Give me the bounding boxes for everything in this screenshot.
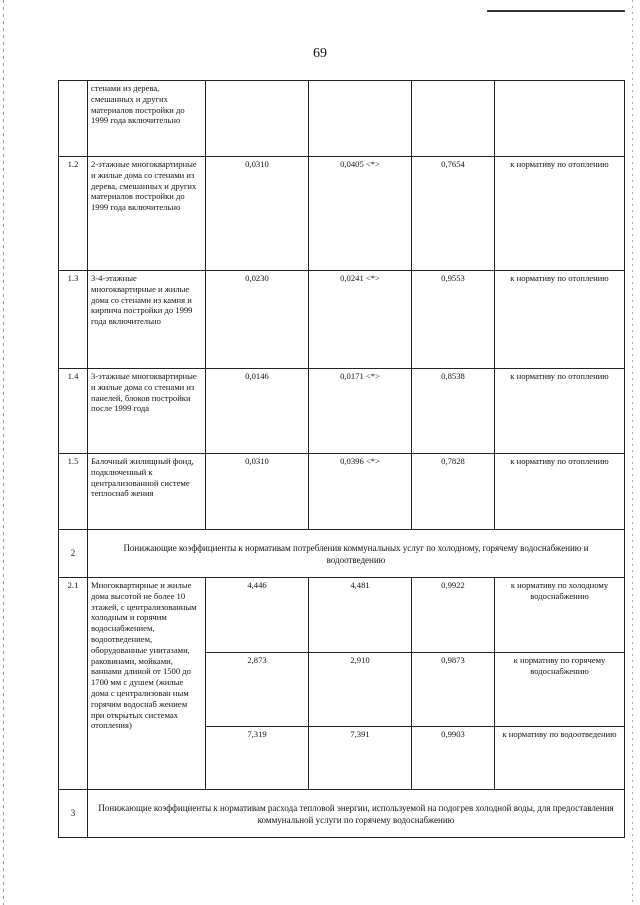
row-number xyxy=(59,81,88,157)
note-cell: к нормативу по отоплению xyxy=(495,157,625,271)
value-cell: 0,0241 <*> xyxy=(309,271,412,369)
table-row xyxy=(59,157,625,271)
section-row xyxy=(59,530,625,578)
section-number: 2 xyxy=(59,530,88,578)
top-rule xyxy=(487,10,625,12)
value-cell: 2,910 xyxy=(309,653,412,727)
value-cell: 0,7654 xyxy=(412,157,495,271)
row-number: 1.4 xyxy=(59,369,88,454)
row-description: 3-этажные многоквартирные и жилые дома со стенами из панелей, блоков постройки после 1999 года xyxy=(88,369,206,454)
value-cell: 0,0310 xyxy=(206,454,309,530)
value-cell: 7,319 xyxy=(206,727,309,790)
note-cell: к нормативу по отоплению xyxy=(495,271,625,369)
value-cell: 0,8538 xyxy=(412,369,495,454)
value-cell: 2,873 xyxy=(206,653,309,727)
scan-edge-right xyxy=(632,0,633,905)
value-cell: 0,9873 xyxy=(412,653,495,727)
note-cell: к нормативу по отоплению xyxy=(495,454,625,530)
page-number: 69 xyxy=(313,46,327,61)
value-cell: 0,0171 <*> xyxy=(309,369,412,454)
section-row xyxy=(59,790,625,838)
row-description: стенами из дерева, смешанных и других материалов постройки до 1999 года включительно xyxy=(88,81,206,157)
value-cell: 4,481 xyxy=(309,578,412,653)
table-row xyxy=(59,578,625,653)
row-number: 1.3 xyxy=(59,271,88,369)
section-title: Понижающие коэффициенты к нормативам потребления коммунальных услуг по холодному, горячему водоснабжению и водоотведению xyxy=(88,530,625,578)
value-cell: 0,0396 <*> xyxy=(309,454,412,530)
value-cell: 0,7828 xyxy=(412,454,495,530)
coefficients-table xyxy=(58,80,625,838)
row-number: 1.5 xyxy=(59,454,88,530)
row-number: 1.2 xyxy=(59,157,88,271)
note-cell: к нормативу по холодному водоснабжению xyxy=(495,578,625,653)
value-cell: 0,0310 xyxy=(206,157,309,271)
value-cell: 0,9553 xyxy=(412,271,495,369)
value-cell: 0,0230 xyxy=(206,271,309,369)
row-description: 3-4-этажные многоквартирные и жилые дома со стенами из камня и кирпича постройки до 1999 года включительно xyxy=(88,271,206,369)
row-description: Балочный жилищный фонд, подключенный к централизованной системе теплоснаб жения xyxy=(88,454,206,530)
section-title: Понижающие коэффициенты к нормативам расхода тепловой энергии, используемой на подогрев холодной воды, для предоставления коммунальной услуги по горячему водоснабжению xyxy=(88,790,625,838)
scan-edge-left xyxy=(3,0,4,905)
value-cell: 7,391 xyxy=(309,727,412,790)
section-number: 3 xyxy=(59,790,88,838)
note-cell: к нормативу по водоотведению xyxy=(495,727,625,790)
table-row xyxy=(59,81,625,157)
table-row xyxy=(59,454,625,530)
row-description: 2-этажные многоквартирные и жилые дома со стенами из дерева, смешанных и других материалов постройки до 1999 года включительно xyxy=(88,157,206,271)
table-row xyxy=(59,369,625,454)
value-cell: 4,446 xyxy=(206,578,309,653)
table-row xyxy=(59,271,625,369)
row-number: 2.1 xyxy=(59,578,88,790)
row-description: Многоквартирные и жилые дома высотой не более 10 этажей, с централизованным холодным и горячим водоснабжением, водоотведением, оборудованные унитазами, раковинами, мойками, ваннами длиной от 1500 до 1700 мм с душем (жилые дома с централизован ным горячим водоснаб жением при открытых системах отопления) xyxy=(88,578,206,790)
value-cell: 0,0146 xyxy=(206,369,309,454)
value-cell: 0,0405 <*> xyxy=(309,157,412,271)
note-cell: к нормативу по горячему водоснабжению xyxy=(495,653,625,727)
value-cell: 0,9903 xyxy=(412,727,495,790)
note-cell: к нормативу по отоплению xyxy=(495,369,625,454)
value-cell: 0,9922 xyxy=(412,578,495,653)
